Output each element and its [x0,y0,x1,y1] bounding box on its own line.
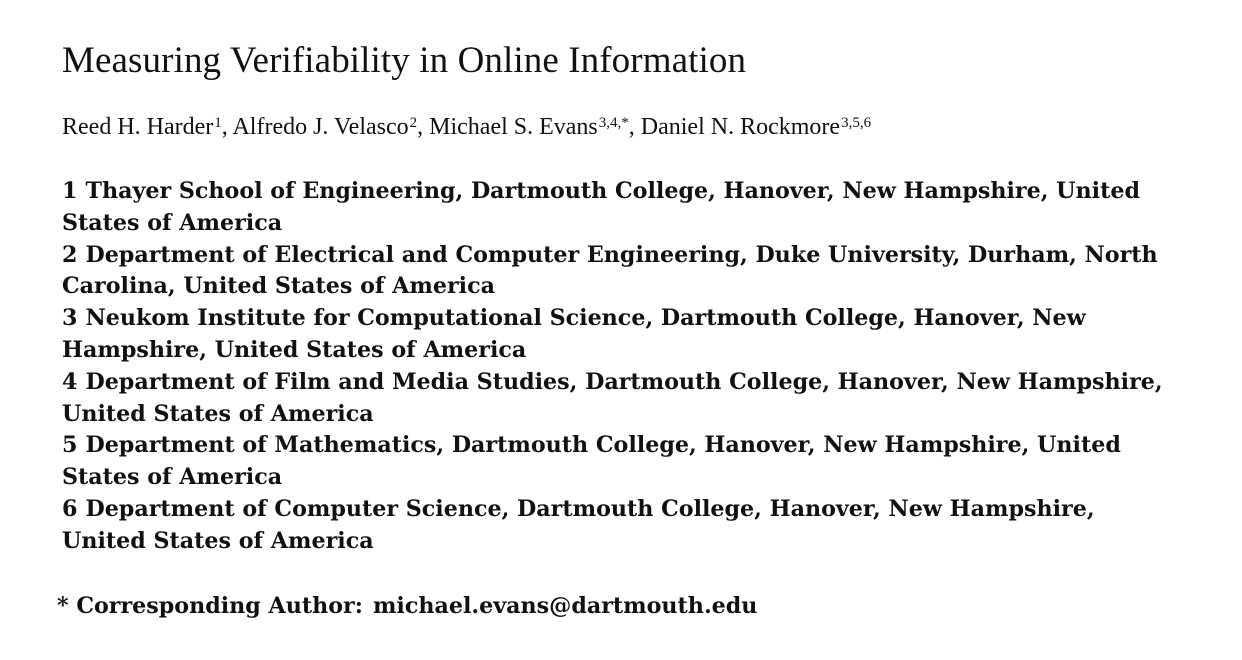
affiliation-list [62,176,1172,558]
affiliation-item [62,430,1172,494]
paper-header [62,38,1222,558]
affiliation-text: Thayer School of Engineering, Dartmouth College, Hanover, New Hampshire, United States of America [62,178,1140,236]
affiliation-item [62,494,1172,558]
author-separator: , [628,114,641,140]
author-separator: , [417,114,430,140]
affiliation-text: Department of Electrical and Computer Engineering, Duke University, Durham, North Carolina, United States of America [62,241,1158,300]
author [429,114,641,140]
affiliation-text: Department of Mathematics, Dartmouth College, Hanover, New Hampshire, United States of America [62,432,1121,491]
paper-title: Measuring Verifiability in Online Information [62,40,747,81]
corresponding-author [57,590,757,622]
author-name: Daniel N. Rockmore [640,114,841,140]
author-name: Michael S. Evans [429,114,598,140]
affiliation-number: 2 [62,241,78,268]
affiliation-number: 5 [62,432,78,459]
author-affiliation-marks: 3,4,* [598,114,629,131]
author-name: Reed H. Harder [62,114,214,140]
affiliation-item [62,176,1172,240]
author-list [62,114,1222,140]
affiliation-item [62,367,1172,431]
author [62,114,232,140]
author-affiliation-marks: 3,5,6 [841,114,872,131]
corresponding-label: * Corresponding Author: [57,593,363,619]
author-affiliation-marks: 1 [214,114,222,131]
affiliation-number: 6 [62,495,78,522]
affiliation-number: 1 [62,178,78,204]
author [641,114,871,140]
affiliation-number: 3 [62,305,78,332]
author-separator: , [221,114,233,140]
author-affiliation-marks: 2 [409,114,418,131]
affiliation-number: 4 [62,368,78,395]
author-name: Alfredo J. Velasco [232,114,409,140]
affiliation-item [62,303,1172,367]
affiliation-item [62,240,1172,304]
author [232,114,429,140]
corresponding-email[interactable]: michael.evans@dartmouth.edu [372,593,758,619]
affiliation-text: Department of Computer Science, Dartmouth College, Hanover, New Hampshire, United States of America [62,495,1095,554]
affiliation-text: Neukom Institute for Computational Science, Dartmouth College, Hanover, New Hampshire, United States of America [62,305,1086,363]
affiliation-text: Department of Film and Media Studies, Dartmouth College, Hanover, New Hampshire, United States of America [62,368,1163,427]
